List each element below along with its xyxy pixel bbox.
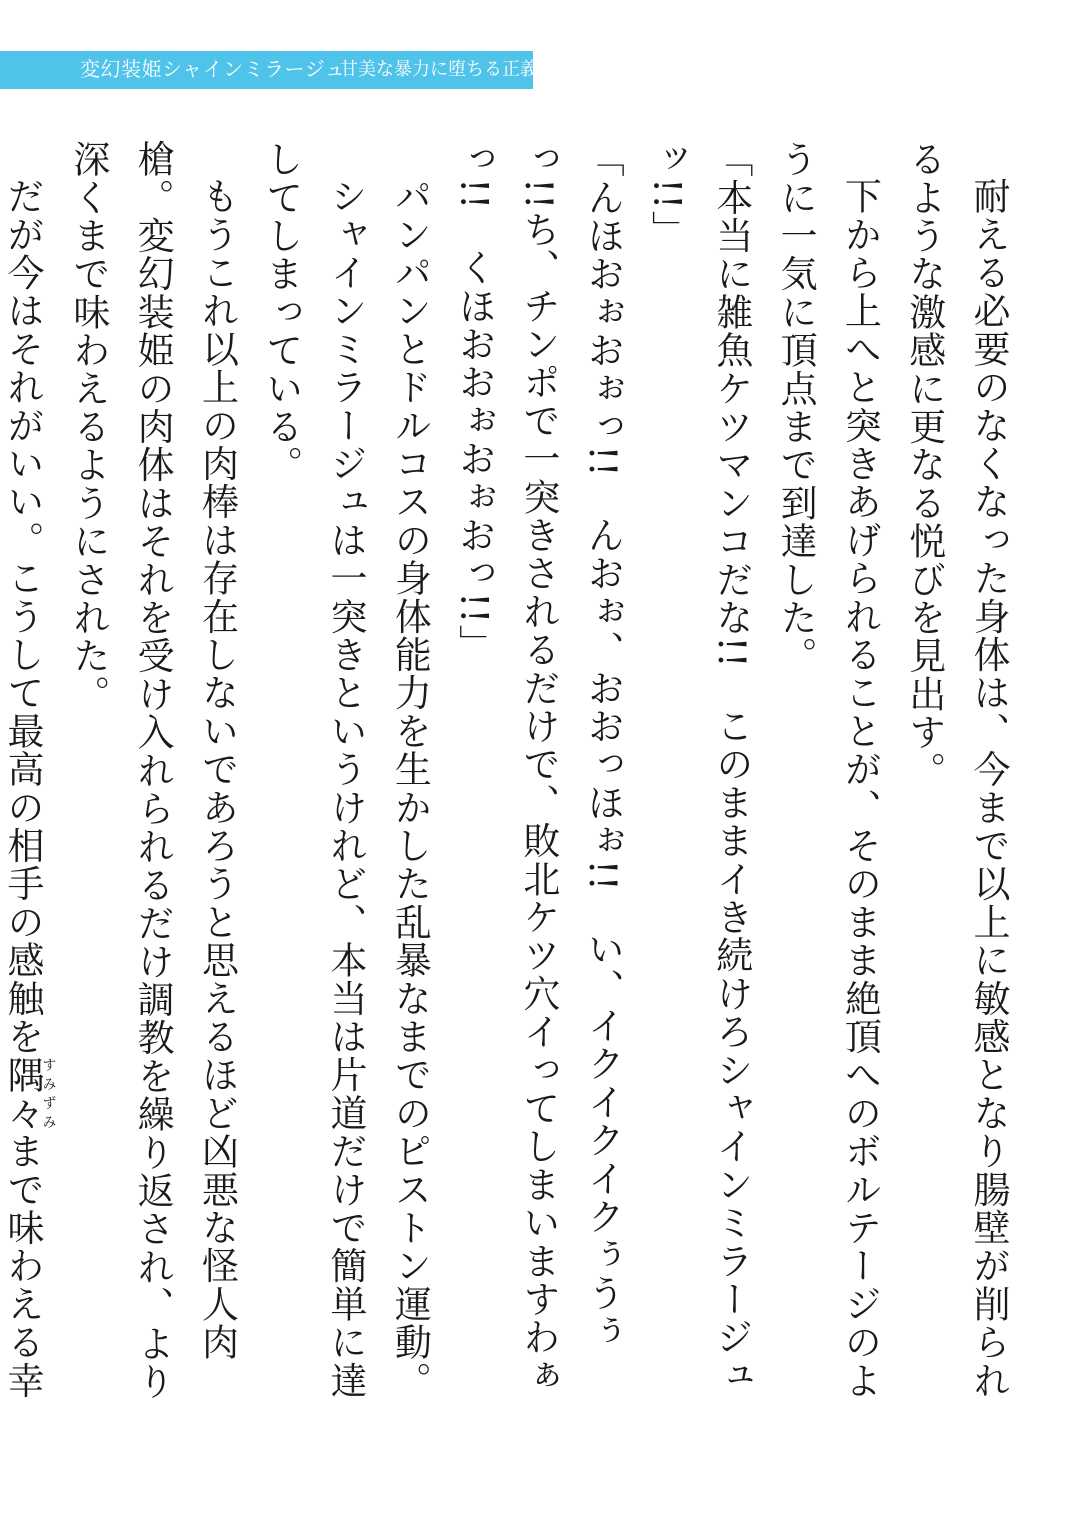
running-header [0, 51, 538, 89]
paragraph-8-tail: まで味わえる幸 [1, 1132, 45, 1400]
paragraph-7: もうこれ以上の肉棒は存在しないであろうと思えるほど凶悪な怪人肉槍。変幻装姫の肉体はそれを受け入れられるだけ調教を繰り返され、より深くまで味わえるようにされた。 [66, 140, 239, 1401]
paragraph-1: 耐える必要のなくなった身体は、今まで以上に敏感となり腸壁が削られるような激感に更なる悦びを見出す。 [902, 140, 1010, 1400]
ruby-base: 隅々 [1, 1055, 45, 1133]
ruby-sumizumi [1, 1055, 57, 1133]
header-book-title: 変幻装姫シャインミラージュ [80, 57, 346, 81]
paragraph-4-dialogue: 「んほおぉおぉっ!! んおぉ、おおっほぉ!! い、イクイクイクぅうぅっ!!ち、チンポで一突きされるだけで、敗北ケツ穴イってしまいますわぁっ!! くほおおぉおぉおっ!!」 [452, 140, 625, 1395]
paragraph-6: シャインミラージュは一突きというけれど、本当は片道だけで簡単に達してしまっている。 [259, 140, 368, 1400]
paragraph-2: 下から上へと突きあげられることが、そのまま絶頂へのボルテージのように一気に頂点まで到達した。 [774, 140, 882, 1400]
paragraph-8 [0, 140, 56, 1420]
paragraph-3-dialogue: 「本当に雑魚ケツマンコだな!! このままイき続けろシャインミラージュッ!!」 [645, 140, 753, 1395]
paragraph-8-lead: だが今はそれがいい。こうして最高の相手の感触を [1, 177, 45, 1056]
ruby-reading: すみずみ [40, 1055, 57, 1132]
paragraph-5: パンパンとドルコスの身体能力を生かした乱暴なまでのピストン運動。 [388, 177, 432, 1400]
header-book-subtitle: 甘美な暴力に堕ちる正義 [340, 59, 538, 80]
vertical-body-text [1, 140, 1020, 1420]
